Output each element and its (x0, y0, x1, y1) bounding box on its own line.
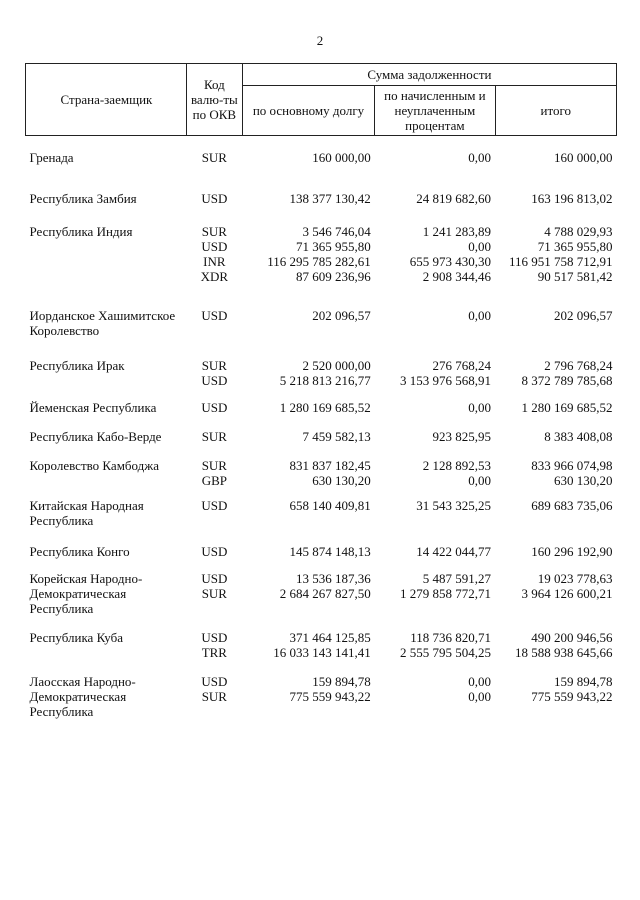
interest-cell (375, 498, 495, 544)
currency-code-cell (186, 400, 242, 429)
total-cell (495, 544, 616, 571)
currency-code-value: SUR (201, 689, 227, 704)
principal-cell (242, 429, 374, 458)
principal-cell (242, 308, 374, 358)
currency-code-value: GBP (201, 473, 227, 488)
country-cell (26, 674, 187, 719)
interest-value: 0,00 (468, 150, 492, 165)
currency-code-value: SUR (201, 429, 227, 444)
interest-value: 2 908 344,46 (422, 269, 492, 284)
principal-value: 16 033 143 141,41 (273, 645, 371, 660)
principal-value: 159 894,78 (312, 674, 371, 689)
country-cell (26, 358, 187, 400)
country-name: Республика Куба (29, 630, 123, 645)
total-value: 490 200 946,56 (531, 630, 613, 645)
interest-cell (375, 358, 495, 400)
principal-value: 87 609 236,96 (295, 269, 371, 284)
principal-value: 13 536 187,36 (295, 571, 371, 586)
country-name: Республика Ирак (29, 358, 125, 373)
currency-code-cell (186, 458, 242, 498)
principal-value: 3 546 746,04 (302, 224, 371, 239)
principal-cell (242, 358, 374, 400)
total-cell (495, 136, 616, 192)
interest-value: 24 819 682,60 (416, 191, 492, 206)
table-row (26, 544, 617, 571)
principal-cell (242, 544, 374, 571)
currency-code-cell (186, 571, 242, 630)
total-cell (495, 191, 616, 224)
table-row (26, 136, 617, 192)
total-cell (495, 358, 616, 400)
currency-code-value: TRR (201, 645, 227, 660)
table-row (26, 674, 617, 719)
country-cell (26, 429, 187, 458)
header-total: итого (495, 86, 616, 136)
table-header (26, 64, 617, 136)
principal-value: 138 377 130,42 (289, 191, 371, 206)
country-cell (26, 136, 187, 192)
currency-code-cell (186, 358, 242, 400)
interest-value: 1 241 283,89 (422, 224, 492, 239)
interest-cell (375, 429, 495, 458)
total-value: 202 096,57 (554, 308, 613, 323)
principal-value: 71 365 955,80 (295, 239, 371, 254)
currency-code-value: XDR (200, 269, 229, 284)
total-value: 160 000,00 (554, 150, 613, 165)
total-cell (495, 498, 616, 544)
principal-cell (242, 136, 374, 192)
interest-value: 3 153 976 568,91 (400, 373, 492, 388)
currency-code-value: SUR (201, 358, 227, 373)
currency-code-value: USD (201, 400, 228, 415)
total-value: 4 788 029,93 (544, 224, 613, 239)
interest-value: 0,00 (468, 308, 492, 323)
total-value: 689 683 735,06 (531, 498, 613, 513)
table-body (26, 136, 617, 720)
total-value: 159 894,78 (554, 674, 613, 689)
country-cell (26, 458, 187, 498)
currency-code-value: USD (201, 373, 228, 388)
header-interest: по начисленным и неуплаченным процентам (375, 86, 495, 136)
currency-code-cell (186, 674, 242, 719)
total-value: 833 966 074,98 (531, 458, 613, 473)
debt-table (25, 63, 617, 719)
interest-value: 14 422 044,77 (416, 544, 492, 559)
total-value: 160 296 192,90 (531, 544, 613, 559)
principal-value: 831 837 182,45 (289, 458, 371, 473)
total-value: 3 964 126 600,21 (521, 586, 613, 601)
interest-cell (375, 544, 495, 571)
principal-value: 2 684 267 827,50 (279, 586, 371, 601)
principal-cell (242, 400, 374, 429)
total-value: 71 365 955,80 (537, 239, 613, 254)
principal-value: 5 218 813 216,77 (279, 373, 371, 388)
country-name: Республика Кабо-Верде (29, 429, 162, 444)
currency-code-cell (186, 429, 242, 458)
interest-value: 0,00 (468, 689, 492, 704)
principal-cell (242, 674, 374, 719)
interest-value: 2 128 892,53 (422, 458, 492, 473)
total-value: 90 517 581,42 (537, 269, 613, 284)
interest-cell (375, 674, 495, 719)
currency-code-value: SUR (201, 458, 227, 473)
interest-value: 0,00 (468, 239, 492, 254)
country-cell (26, 498, 187, 544)
header-principal: по основному долгу (242, 86, 374, 136)
currency-code-value: SUR (201, 150, 227, 165)
table-row (26, 458, 617, 498)
total-cell (495, 571, 616, 630)
currency-code-value: USD (201, 544, 228, 559)
interest-value: 0,00 (468, 674, 492, 689)
total-value: 1 280 169 685,52 (521, 400, 613, 415)
interest-cell (375, 630, 495, 674)
interest-value: 655 973 430,30 (409, 254, 492, 269)
country-name: Гренада (29, 150, 74, 165)
country-name: Королевство Камбоджа (29, 458, 160, 473)
country-cell (26, 571, 187, 630)
total-value: 163 196 813,02 (531, 191, 613, 206)
total-value: 18 588 938 645,66 (515, 645, 613, 660)
interest-value: 0,00 (468, 473, 492, 488)
total-value: 630 130,20 (554, 473, 613, 488)
header-currency-code: Код валю-ты по ОКВ (186, 64, 242, 136)
principal-cell (242, 630, 374, 674)
currency-code-value: USD (201, 239, 228, 254)
principal-value: 2 520 000,00 (302, 358, 371, 373)
currency-code-value: USD (201, 308, 228, 323)
currency-code-cell (186, 544, 242, 571)
total-cell (495, 458, 616, 498)
country-cell (26, 544, 187, 571)
country-cell (26, 191, 187, 224)
principal-value: 630 130,20 (312, 473, 371, 488)
currency-code-value: USD (201, 498, 228, 513)
country-name: Корейская Народно-Демократическая Республика (29, 571, 143, 616)
interest-cell (375, 136, 495, 192)
interest-value: 5 487 591,27 (422, 571, 492, 586)
total-value: 8 383 408,08 (544, 429, 613, 444)
principal-value: 202 096,57 (312, 308, 371, 323)
principal-value: 1 280 169 685,52 (279, 400, 371, 415)
interest-value: 276 768,24 (432, 358, 492, 373)
principal-value: 116 295 785 282,61 (267, 254, 371, 269)
interest-value: 118 736 820,71 (410, 630, 492, 645)
total-value: 775 559 943,22 (531, 689, 613, 704)
table-row (26, 358, 617, 400)
country-name: Республика Замбия (29, 191, 137, 206)
total-cell (495, 630, 616, 674)
currency-code-value: SUR (201, 586, 227, 601)
currency-code-cell (186, 308, 242, 358)
total-cell (495, 308, 616, 358)
currency-code-cell (186, 498, 242, 544)
principal-value: 7 459 582,13 (302, 429, 371, 444)
total-cell (495, 429, 616, 458)
interest-value: 31 543 325,25 (416, 498, 492, 513)
country-name: Иорданское Хашимитское Королевство (29, 308, 176, 338)
country-cell (26, 224, 187, 308)
interest-cell (375, 224, 495, 308)
country-cell (26, 400, 187, 429)
principal-value: 145 874 148,13 (289, 544, 371, 559)
total-cell (495, 224, 616, 308)
principal-cell (242, 191, 374, 224)
interest-value: 1 279 858 772,71 (400, 586, 492, 601)
interest-cell (375, 191, 495, 224)
table-row (26, 498, 617, 544)
header-debt-sum: Сумма задолженности (242, 64, 616, 86)
total-value: 8 372 789 785,68 (521, 373, 613, 388)
page-number: 2 (316, 33, 324, 48)
table-row (26, 224, 617, 308)
country-name: Йеменская Республика (29, 400, 157, 415)
country-name: Китайская Народная Республика (29, 498, 144, 528)
principal-cell (242, 571, 374, 630)
interest-cell (375, 400, 495, 429)
principal-cell (242, 498, 374, 544)
country-name: Республика Индия (29, 224, 133, 239)
currency-code-value: SUR (201, 224, 227, 239)
currency-code-value: USD (201, 674, 228, 689)
interest-value: 923 825,95 (432, 429, 492, 444)
header-country: Страна-заемщик (26, 64, 187, 136)
principal-value: 658 140 409,81 (289, 498, 371, 513)
table-row (26, 630, 617, 674)
principal-value: 371 464 125,85 (289, 630, 371, 645)
table-row (26, 308, 617, 358)
total-value: 19 023 778,63 (537, 571, 613, 586)
currency-code-value: USD (201, 630, 228, 645)
interest-value: 2 555 795 504,25 (400, 645, 492, 660)
country-cell (26, 308, 187, 358)
currency-code-value: USD (201, 191, 228, 206)
currency-code-value: INR (203, 254, 226, 269)
principal-cell (242, 224, 374, 308)
total-cell (495, 674, 616, 719)
currency-code-cell (186, 136, 242, 192)
principal-value: 160 000,00 (312, 150, 371, 165)
table-row (26, 429, 617, 458)
total-value: 2 796 768,24 (544, 358, 613, 373)
currency-code-cell (186, 630, 242, 674)
table-row (26, 400, 617, 429)
country-cell (26, 630, 187, 674)
total-cell (495, 400, 616, 429)
country-name: Республика Конго (29, 544, 130, 559)
country-name: Лаосская Народно-Демократическая Республика (29, 674, 136, 719)
currency-code-cell (186, 224, 242, 308)
table-row (26, 571, 617, 630)
principal-value: 775 559 943,22 (289, 689, 371, 704)
total-value: 116 951 758 712,91 (508, 254, 613, 269)
currency-code-value: USD (201, 571, 228, 586)
interest-cell (375, 308, 495, 358)
principal-cell (242, 458, 374, 498)
interest-cell (375, 458, 495, 498)
table-row (26, 191, 617, 224)
interest-cell (375, 571, 495, 630)
currency-code-cell (186, 191, 242, 224)
interest-value: 0,00 (468, 400, 492, 415)
